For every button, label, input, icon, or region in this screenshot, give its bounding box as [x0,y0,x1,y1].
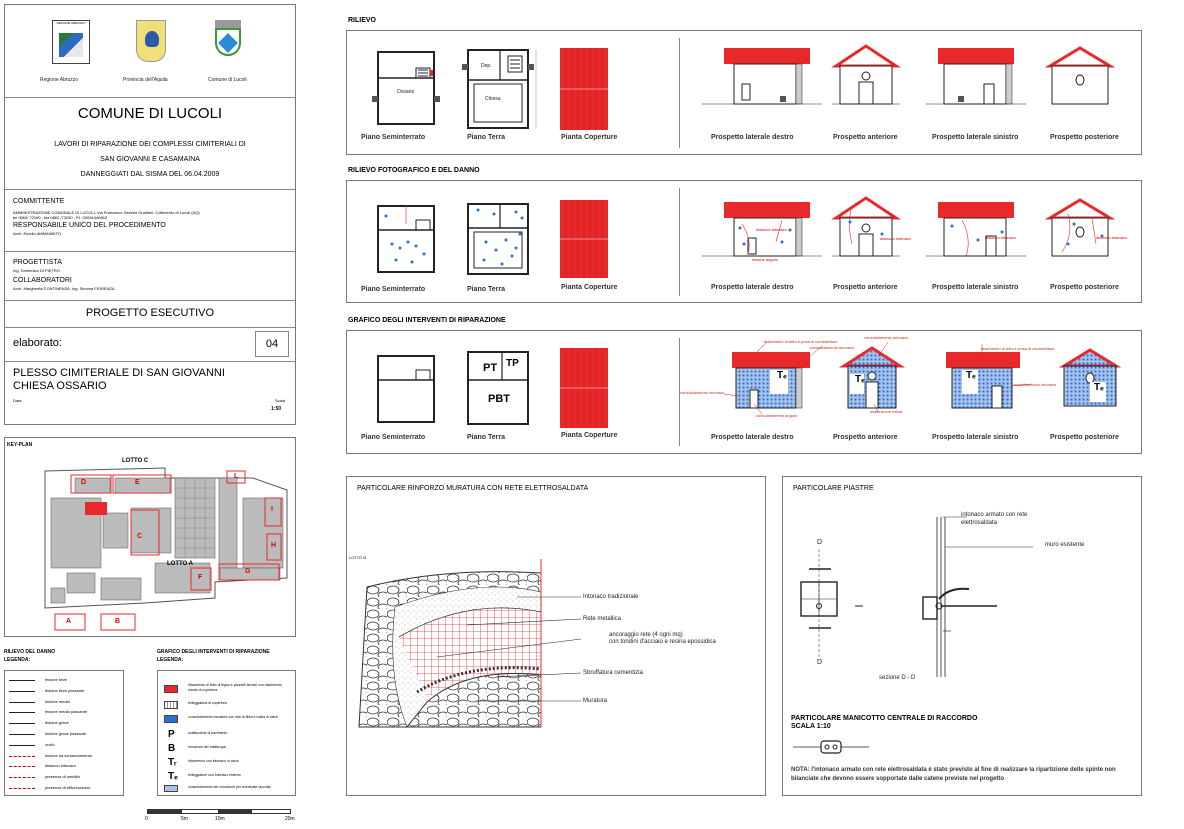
legend-damage-symbol [9,788,35,789]
manicotto-scala: SCALA 1:10 [791,723,831,730]
keyplan-lotto-a: LOTTO A [167,561,193,567]
legend-damage-symbol [9,691,35,692]
damage-dot [407,241,410,244]
elaborato-label: elaborato: [13,337,62,349]
legend-mesh-swatch [164,715,178,723]
row3-label-pt: PT [483,362,498,374]
manicotto-title: PARTICOLARE MANICOTTO CENTRALE DI RACCORDO [791,715,978,722]
row3-elevations [682,334,1142,444]
row3-plans [346,334,676,444]
row1-caption-destro: Prospetto laterale destro [711,134,794,141]
row3-annot-consolidamento-3: consolidamento intonaco [864,335,909,340]
legend-symbol-b: B [168,743,176,754]
legend-damage-text: lesione grave [45,720,69,726]
scale-label-0: 0 [145,816,148,822]
scale-label-20: 20m [285,816,295,822]
damage-dot [515,211,518,214]
logo-regione-text: REGIONE ABRUZZO [56,21,86,25]
logo-comune-lucoli [213,20,243,62]
row1-caption-terra: Piano Terra [467,134,505,141]
legend-damage-symbol [9,745,35,746]
row1-caption-posteriore: Prospetto posteriore [1050,134,1119,141]
detail-rete-label-rete: Rete metallica [583,616,622,622]
row3-caption-coperture: Pianta Coperture [561,432,618,439]
plesso-line-1: PLESSO CIMITERIALE DI SAN GIOVANNI [13,367,225,379]
damage-dot [477,209,480,212]
elaborato-number: 04 [265,338,279,350]
legend-damage-row [5,731,123,741]
keyplan-label-f: F [198,574,203,581]
keyplan-label-l: L [234,473,239,480]
damage-dot [743,243,746,246]
damage-dot [519,233,522,236]
legend-damage-row [5,742,123,752]
legend-interventi-text: sostituzione di pavimento [188,731,228,735]
damage-dot [399,247,402,250]
legend-damage-text: lesione media [45,698,70,704]
row1-caption-sinistro: Prospetto laterale sinistro [932,134,1019,141]
row2-annotation-lesione: lesione angolo [752,257,778,262]
damage-dot [515,247,518,250]
detail-piastre-label-intonaco: intonaco armato con rete [961,512,1028,518]
row2-plans [346,184,676,294]
detail-rete-label-muratura: Muratura [583,698,608,704]
keyplan-label-a: A [66,618,72,625]
damage-dot [423,253,426,256]
keyplan-label-c: C [137,533,143,540]
logo-provincia-aquila [136,20,166,62]
keyplan-panel [4,437,296,637]
legend-damage-row [5,699,123,709]
legend-damage-subtitle: LEGENDA: [4,657,31,663]
legend-crack-swatch [164,701,178,709]
committente-text-1: AMMINISTRAZIONE COMUNALE DI LUCOLI, Via Francesco Saverio Gualtieri, Collimento di Lucoli (AQ) [13,210,200,215]
legend-damage-text: presenza di efflorescenze [45,785,91,790]
row1-elev-anteriore [832,46,900,104]
row2-caption-coperture: Pianta Coperture [561,284,618,291]
legend-symbol-tr: Tᵣ [168,757,177,768]
damage-dot [1073,223,1076,226]
row1-caption-anteriore: Prospetto anteriore [833,134,898,141]
detail-piastre-panel [782,476,1142,796]
detail-rete-title: PARTICOLARE RINFORZO MURATURA CON RETE ELETTROSALDATA [357,485,589,492]
collaboratori-text: Arch. Margherita CONTINENZA, Ing. Simona FIORENZA [13,286,115,291]
legend-damage-symbol [9,756,35,757]
legend-roof-swatch [164,685,178,693]
damage-dot [415,245,418,248]
row3-caption-posteriore: Prospetto posteriore [1050,434,1119,441]
damage-dot [951,225,954,228]
damage-dot [395,259,398,262]
detail-rete-label-sbruffatura: Sbruffatura cementizia [583,670,643,676]
keyplan-title: KEY-PLAN [7,442,33,448]
row1-divider [679,38,680,148]
row1-elev-posteriore [1050,48,1110,104]
row3-te-anteriore: Tₑ [855,374,865,385]
legend-damage-text: lesione lieve [45,677,68,682]
row2-caption-destro: Prospetto laterale destro [711,284,794,291]
legend-interventi-text: consolidamento murature con rete di fibra e malta di calce [188,715,278,719]
row2-annotation-distacco: distacco intonaco [756,227,787,232]
scale-bar [147,809,291,814]
row1-label-dep: Dep. [481,63,492,69]
damage-dot [391,243,394,246]
legend-interventi-text: tinteggiature con intonaco esterno [188,773,241,777]
committente-label: COMMITTENTE [13,198,65,205]
row3-te-destro: Tₑ [777,370,787,381]
legend-damage-text: lesione media passante [45,709,88,715]
damage-dot [501,263,504,266]
detail-rete-label-ancoraggio: ancoraggio rete (4 ogni mq) [609,632,683,638]
legend-symbol-te: Tₑ [168,771,178,782]
row1-elev-destro [702,48,822,104]
row2-caption-anteriore: Prospetto anteriore [833,284,898,291]
row3-label-tp: TP [506,358,519,369]
damage-dot [511,255,514,258]
row3-caption-destro: Prospetto laterale destro [711,434,794,441]
detail-piastre-label-muro: muro esistente [1045,542,1085,548]
legend-damage-row [5,720,123,730]
committente-text-2: tel 0862/ 73160 ; fax 0862 /73250 ; P.I. 00094440663 [13,215,108,220]
row1-caption-coperture: Pianta Coperture [561,134,618,141]
row2-caption-seminterrato: Piano Seminterrato [361,286,426,293]
detail-piastre-label-sezione: sezione D - D [879,675,916,681]
damage-dot [781,241,784,244]
keyplan-label-g: G [245,568,251,575]
collaboratori-label: COLLABORATORI [13,277,72,284]
legend-damage-row [5,688,123,698]
damage-dot [485,241,488,244]
rup-label: RESPONSABILE UNICO DEL PROCEDIMENTO [13,222,166,229]
detail-rete-panel [346,476,766,796]
logo-caption-provincia: Provincia dell'Aquila [123,77,168,83]
row3-caption-terra: Piano Terra [467,434,505,441]
legend-damage-text: crollo [45,741,55,747]
row1-plans [346,34,676,144]
row1-elevations [682,34,1142,144]
detail-piastre-label-d-bottom: D [817,659,823,666]
comune-title: COMUNE DI LUCOLI [77,105,223,122]
section-grafico-title: GRAFICO DEGLI INTERVENTI DI RIPARAZIONE [348,317,506,324]
scale-label-10: 10m [215,816,225,822]
row3-caption-anteriore: Prospetto anteriore [833,434,898,441]
damage-dot [849,221,852,224]
damage-dot [483,259,486,262]
damage-dot [521,217,524,220]
legend-damage-symbol [9,777,35,778]
legend-damage-row [5,753,123,763]
legend-plaster-swatch [164,785,178,792]
legend-interventi-text: tinteggiatura di copertura [188,701,227,705]
row2-annotation-posteriore: distacco intonaco [1096,235,1127,240]
row1-label-chiesa: Chiesa [485,96,501,102]
legend-interventi-subtitle: LEGENDA: [157,657,184,663]
keyplan-label-e: E [135,479,140,486]
legend-damage-row [5,774,123,784]
lavori-line-1: LAVORI DI RIPARAZIONE DEI COMPLESSI CIMITERIALI DI [54,141,246,148]
data-label: Data [13,398,22,403]
legend-damage-text: distacco intonaco [45,763,76,769]
legend-interventi-text: rifacimento con intonaco in calce [188,759,239,763]
section-rilievo-title: RILIEVO [348,17,377,24]
row2-elevations [682,184,1142,294]
keyplan-label-b: B [115,618,121,625]
row3-caption-sinistro: Prospetto laterale sinistro [932,434,1019,441]
legend-interventi-text: consolidamento del cornicione per eventuale raccolta [188,785,271,789]
detail-rete-drawing [347,477,767,797]
legend-damage-symbol [9,712,35,713]
detail-piastre-label-d-top: D [817,539,823,546]
keyplan-drawing [5,438,297,638]
row3-te-posteriore: Tₑ [1094,382,1104,393]
progettista-text: Ing. Domenico DI PIETRO [13,268,60,273]
legend-damage-text: presenza di umidità [45,774,80,780]
row2-annotation-sinistro: distacco intonaco [985,235,1016,240]
legend-damage-row [5,709,123,719]
legend-damage-text: lesione grave passante [45,731,87,736]
progettista-label: PROGETTISTA [13,259,62,266]
detail-rete-label-tondini: con tondini d'acciaio e resina epossidica [609,639,716,645]
row3-annot-rifacimento-1: rifacimento di tetto e posa di controtettoio [764,339,838,344]
damage-dot [493,213,496,216]
legend-interventi-title: GRAFICO DEGLI INTERVENTI DI RIPARAZIONE [157,649,270,655]
row3-annot-angolo: consolidamento angolo [756,413,798,418]
rup-text: Arch. Emidio AMMANNITO [13,231,61,236]
detail-piastre-title: PARTICOLARE PIASTRE [793,485,874,492]
detail-rete-lotto: LOTTO B [349,555,367,560]
lavori-line-2: SAN GIOVANNI E CASAMAINA [100,156,200,163]
scala-label: Scala [275,398,286,403]
legend-damage-symbol [9,723,35,724]
row2-divider [679,188,680,296]
legend-damage-symbol [9,680,35,681]
section-fotografico-title: RILIEVO FOTOGRAFICO E DEL DANNO [348,167,480,174]
legend-damage-symbol [9,734,35,735]
row1-elev-sinistro [926,48,1026,104]
legend-damage-row [5,763,123,773]
row1-label-ossario: Ossario [397,89,415,95]
legend-damage-row [5,677,123,687]
logo-caption-regione: Regione Abruzzo [40,77,79,83]
lavori-line-3: DANNEGGIATI DAL SISMA DEL 06.04.2009 [80,171,220,178]
legend-interventi-text: rifacimento di tetto di legno e pannelli termici con rifacimento manto di copertura [188,683,282,692]
elaborato-number-box [255,331,289,357]
row3-caption-seminterrato: Piano Seminterrato [361,434,426,441]
title-block [4,4,296,425]
progetto-title: PROGETTO ESECUTIVO [85,307,215,319]
scale-label-5: 5m [181,816,188,822]
legend-damage-symbol [9,702,35,703]
legend-symbol-p: P [168,729,175,740]
damage-dot [789,229,792,232]
keyplan-label-d: D [81,479,87,486]
row1-caption-seminterrato: Piano Seminterrato [361,134,426,141]
detail-piastre-label-elettrosaldata: elettrosaldata [961,520,998,526]
row3-te-sinistro: Tₑ [966,370,976,381]
damage-dot [739,227,742,230]
damage-dot [1001,231,1004,234]
row2-caption-terra: Piano Terra [467,286,505,293]
row3-annot-rifacimento-2: rifacimento di tetto e posa di controtettoio [981,346,1055,351]
legend-interventi-box [157,670,296,796]
keyplan-label-h: H [271,542,277,549]
damage-dot [977,239,980,242]
scala-value: 1:50 [271,406,282,412]
damage-dot [495,249,498,252]
row2-caption-posteriore: Prospetto posteriore [1050,284,1119,291]
legend-damage-text: lesione lieve passante [45,687,85,693]
keyplan-lotto-c: LOTTO C [122,458,149,464]
damage-dot [411,261,414,264]
legend-damage-text: lesione da schiacciamento [45,752,92,758]
legend-damage-title: RILIEVO DEL DANNO [4,649,56,655]
damage-dot [385,215,388,218]
row3-annot-consolidamento-1: consolidamento intonaco [810,345,855,350]
keyplan-label-i: I [271,506,273,513]
legend-damage-symbol [9,766,35,767]
detail-rete-label-intonaco: Intonaco tradizionale [583,594,639,600]
row3-annot-consolidamento-2: consolidamento intonaco [680,390,725,395]
damage-dot [505,239,508,242]
row3-annot-infissi: sostituzione infissi [870,409,903,414]
row3-annot-consolidamento-4: consolidamento intonaco [1012,382,1057,387]
plesso-line-2: CHIESA OSSARIO [13,380,107,392]
logo-regione-abruzzo [52,20,90,64]
legend-interventi-text: rimozione del battiscopa [188,745,226,749]
legend-damage-row [5,785,123,795]
legend-damage-box [4,670,124,796]
manicotto-nota: NOTA: l'intonaco armato con rete elettrosaldata è stato previsto al fine di realizzare la ripartizione delle spinte non bilanciate che devono essere sopportate dalle catene previste nel progetto [791,767,1116,782]
logo-caption-comune: Comune di Lucoli [208,77,247,83]
row2-caption-sinistro: Prospetto laterale sinistro [932,284,1019,291]
row3-label-pbt: PBT [488,393,510,405]
damage-dot [1067,243,1070,246]
row2-annotation-anteriore: distacco intonaco [880,236,911,241]
